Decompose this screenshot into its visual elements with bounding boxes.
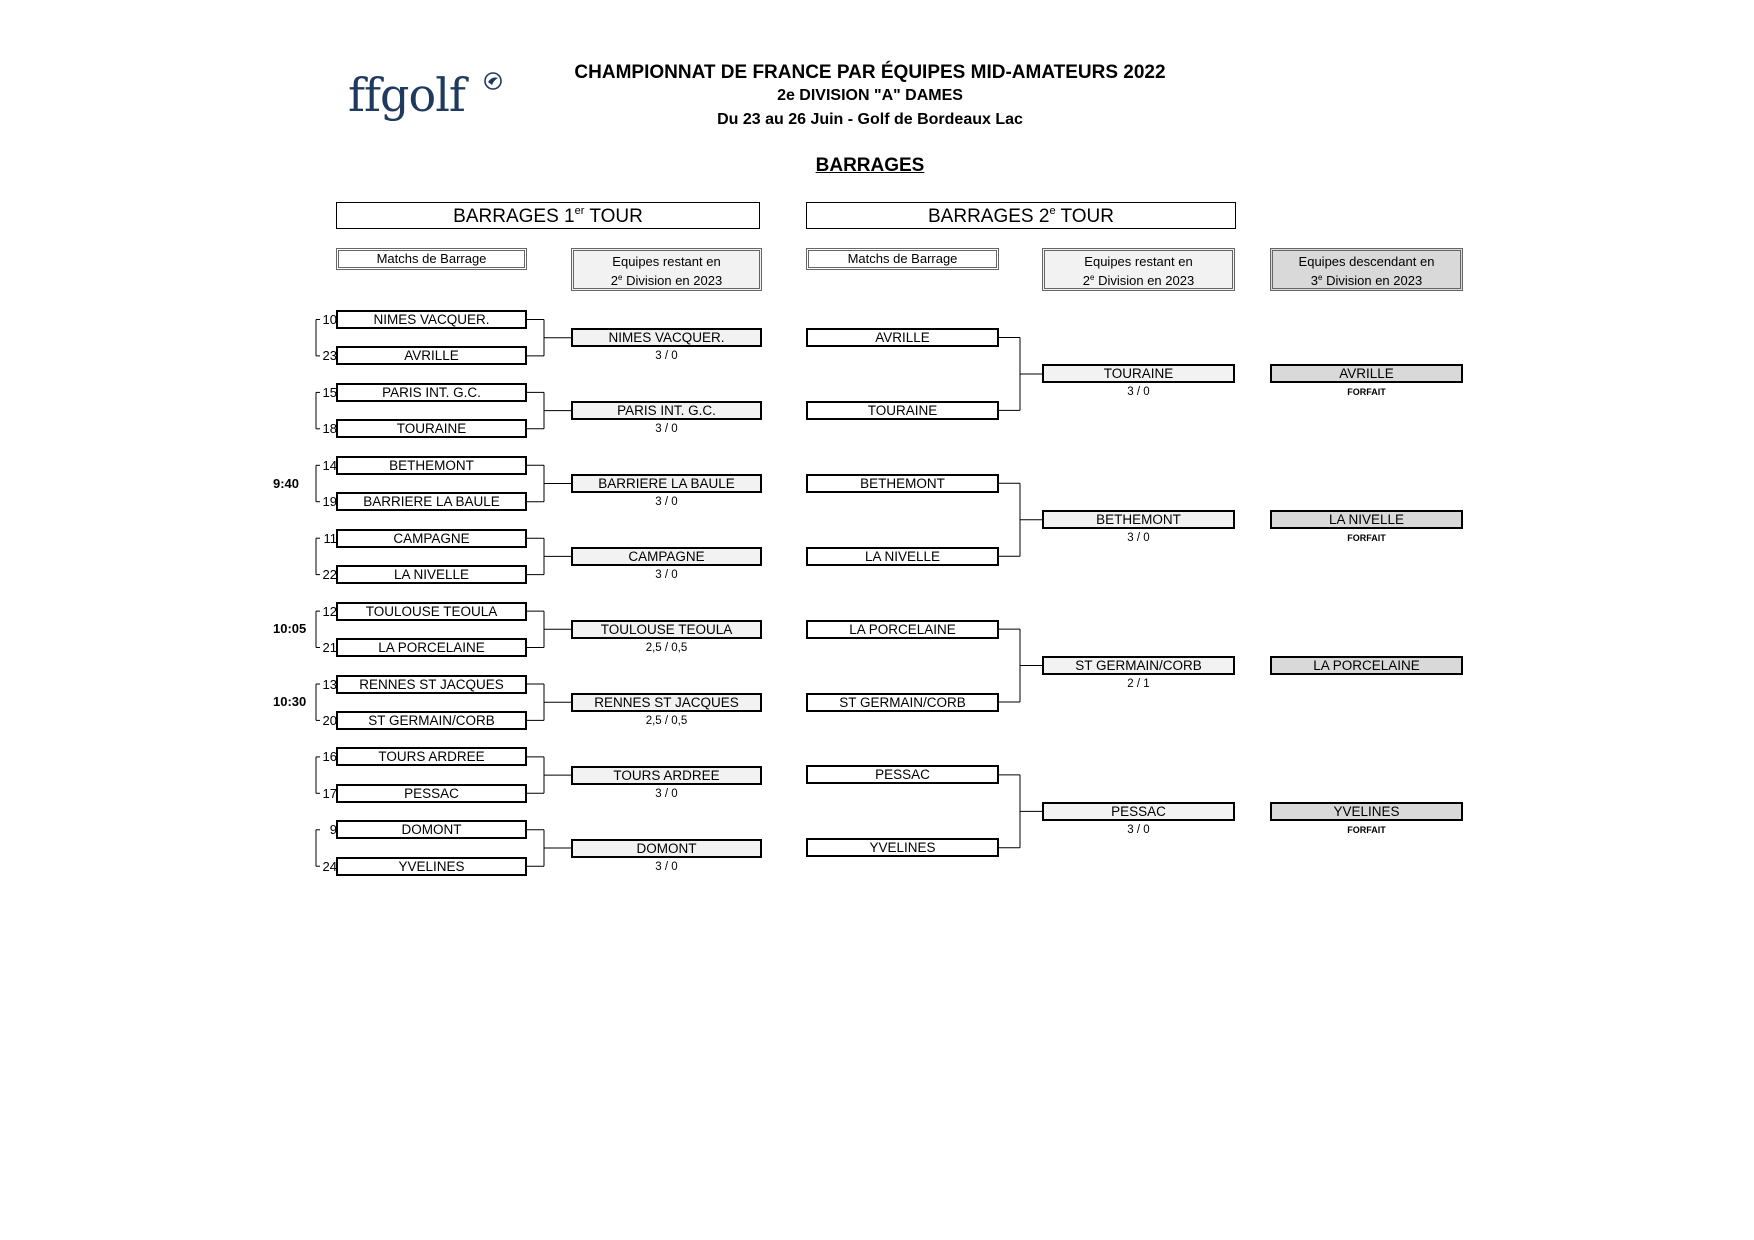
round1-match-8-seed-a: 9 bbox=[329, 822, 337, 838]
round1-match-4-score: 3 / 0 bbox=[655, 568, 678, 581]
round2-match-2-team-a: BETHEMONT bbox=[806, 474, 999, 493]
round2-match-3-descending-team: LA PORCELAINE bbox=[1270, 656, 1463, 675]
round1-match-8-score: 3 / 0 bbox=[655, 860, 678, 873]
round1-match-5-team-b: LA PORCELAINE bbox=[336, 638, 527, 657]
round2-match-4-forfeit-note: FORFAIT bbox=[1347, 824, 1386, 835]
round1-match-2-team-b: TOURAINE bbox=[336, 419, 527, 438]
round2-match-1-team-b: TOURAINE bbox=[806, 401, 999, 420]
round1-match-6-score: 2,5 / 0,5 bbox=[645, 714, 688, 727]
round1-match-3-seed-b: 19 bbox=[322, 494, 337, 510]
division-subtitle: 2e DIVISION "A" DAMES bbox=[777, 87, 963, 104]
round1-match-3-seed-a: 14 bbox=[322, 457, 337, 473]
round1-match-3-team-a: BETHEMONT bbox=[336, 456, 527, 475]
round2-match-1-score: 3 / 0 bbox=[1127, 386, 1150, 399]
round1-match-2-seed-b: 18 bbox=[322, 421, 337, 437]
round1-match-2-winner: PARIS INT. G.C. bbox=[571, 401, 762, 420]
round1-match-6-winner: RENNES ST JACQUES bbox=[571, 693, 762, 712]
round1-match-6-start-time: 10:30 bbox=[273, 694, 307, 710]
round2-remaining-header: Equipes restant en 2e Division en 2023 bbox=[1042, 248, 1235, 291]
round1-match-5-start-time: 10:05 bbox=[273, 621, 307, 637]
round1-match-1-winner: NIMES VACQUER. bbox=[571, 328, 762, 347]
round2-matches-header: Matchs de Barrage bbox=[806, 248, 999, 270]
championship-title: CHAMPIONNAT DE FRANCE PAR ÉQUIPES MID-AMATEURS 2022 bbox=[574, 62, 1166, 83]
round1-match-1-seed-a: 10 bbox=[322, 312, 337, 327]
round1-match-4-seed-a: 11 bbox=[323, 530, 337, 546]
round2-title: BARRAGES 2e TOUR bbox=[806, 202, 1236, 229]
round2-match-1-descending-team: AVRILLE bbox=[1270, 364, 1463, 383]
ffgolf-logo: ffgolf bbox=[348, 68, 465, 122]
round1-match-4-team-b: LA NIVELLE bbox=[336, 565, 527, 584]
round1-match-1-team-a: NIMES VACQUER. bbox=[336, 310, 527, 329]
round1-match-7-score: 3 / 0 bbox=[655, 787, 678, 800]
round2-match-2-score: 3 / 0 bbox=[1127, 532, 1150, 545]
round1-match-6-seed-a: 13 bbox=[322, 676, 337, 692]
round1-match-1-score: 3 / 0 bbox=[655, 350, 678, 363]
round1-match-8-winner: DOMONT bbox=[571, 839, 762, 858]
round2-match-1-remaining-team: TOURAINE bbox=[1042, 364, 1235, 383]
round1-match-8-team-b: YVELINES bbox=[336, 857, 527, 876]
round2-match-4-score: 3 / 0 bbox=[1127, 823, 1150, 836]
round2-match-1-team-a: AVRILLE bbox=[806, 328, 999, 347]
round2-match-3-score: 2 / 1 bbox=[1127, 678, 1150, 691]
round1-match-5-score: 2,5 / 0,5 bbox=[645, 641, 688, 654]
section-title: BARRAGES bbox=[815, 155, 925, 176]
round2-match-3-team-b: ST GERMAIN/CORB bbox=[806, 693, 999, 712]
round1-match-7-winner: TOURS ARDREE bbox=[571, 766, 762, 785]
round1-match-2-team-a: PARIS INT. G.C. bbox=[336, 383, 527, 402]
round1-match-7-seed-b: 17 bbox=[322, 785, 337, 801]
round1-match-4-winner: CAMPAGNE bbox=[571, 547, 762, 566]
round1-match-7-team-a: TOURS ARDREE bbox=[336, 747, 527, 766]
round1-match-2-seed-a: 15 bbox=[322, 384, 337, 400]
round1-match-5-seed-b: 21 bbox=[322, 640, 337, 655]
round2-match-4-descending-team: YVELINES bbox=[1270, 802, 1463, 821]
round1-match-8-team-a: DOMONT bbox=[336, 820, 527, 839]
round1-match-4-team-a: CAMPAGNE bbox=[336, 529, 527, 548]
round1-match-4-seed-b: 22 bbox=[322, 567, 337, 583]
round1-match-7-team-b: PESSAC bbox=[336, 784, 527, 803]
round1-title: BARRAGES 1er TOUR bbox=[336, 202, 760, 229]
round1-match-5-winner: TOULOUSE TEOULA bbox=[571, 620, 762, 639]
round1-match-3-team-b: BARRIERE LA BAULE bbox=[336, 492, 527, 511]
round1-match-6-seed-b: 20 bbox=[322, 712, 337, 728]
round2-match-2-team-b: LA NIVELLE bbox=[806, 547, 999, 566]
round2-match-4-team-b: YVELINES bbox=[806, 838, 999, 857]
round2-match-4-team-a: PESSAC bbox=[806, 765, 999, 784]
round1-match-5-seed-a: 12 bbox=[322, 603, 337, 619]
dates-venue: Du 23 au 26 Juin - Golf de Bordeaux Lac bbox=[717, 111, 1023, 128]
round2-match-3-team-a: LA PORCELAINE bbox=[806, 620, 999, 639]
round2-match-3-remaining-team: ST GERMAIN/CORB bbox=[1042, 656, 1235, 675]
round2-match-4-remaining-team: PESSAC bbox=[1042, 802, 1235, 821]
round1-match-8-seed-b: 24 bbox=[322, 858, 337, 874]
round1-match-2-score: 3 / 0 bbox=[655, 423, 678, 436]
round1-match-6-team-a: RENNES ST JACQUES bbox=[336, 675, 527, 694]
round1-match-3-score: 3 / 0 bbox=[655, 496, 678, 508]
round2-match-2-remaining-team: BETHEMONT bbox=[1042, 510, 1235, 529]
round2-match-2-forfeit-note: FORFAIT bbox=[1347, 533, 1386, 544]
round1-match-5-team-a: TOULOUSE TEOULA bbox=[336, 602, 527, 621]
round1-match-6-team-b: ST GERMAIN/CORB bbox=[336, 711, 527, 730]
round1-match-7-seed-a: 16 bbox=[322, 749, 337, 765]
round1-match-1-seed-b: 23 bbox=[322, 348, 337, 364]
round1-match-3-start-time: 9:40 bbox=[273, 475, 300, 491]
round1-match-1-team-b: AVRILLE bbox=[336, 346, 527, 365]
round1-match-3-winner: BARRIERE LA BAULE bbox=[571, 474, 762, 493]
round1-matches-header: Matchs de Barrage bbox=[336, 248, 527, 270]
round2-match-1-forfeit-note: FORFAIT bbox=[1347, 387, 1386, 398]
round1-remaining-header: Equipes restant en 2e Division en 2023 bbox=[571, 248, 762, 291]
round2-match-2-descending-team: LA NIVELLE bbox=[1270, 510, 1463, 529]
round2-descending-header: Equipes descendant en 3e Division en 2023 bbox=[1270, 248, 1463, 291]
